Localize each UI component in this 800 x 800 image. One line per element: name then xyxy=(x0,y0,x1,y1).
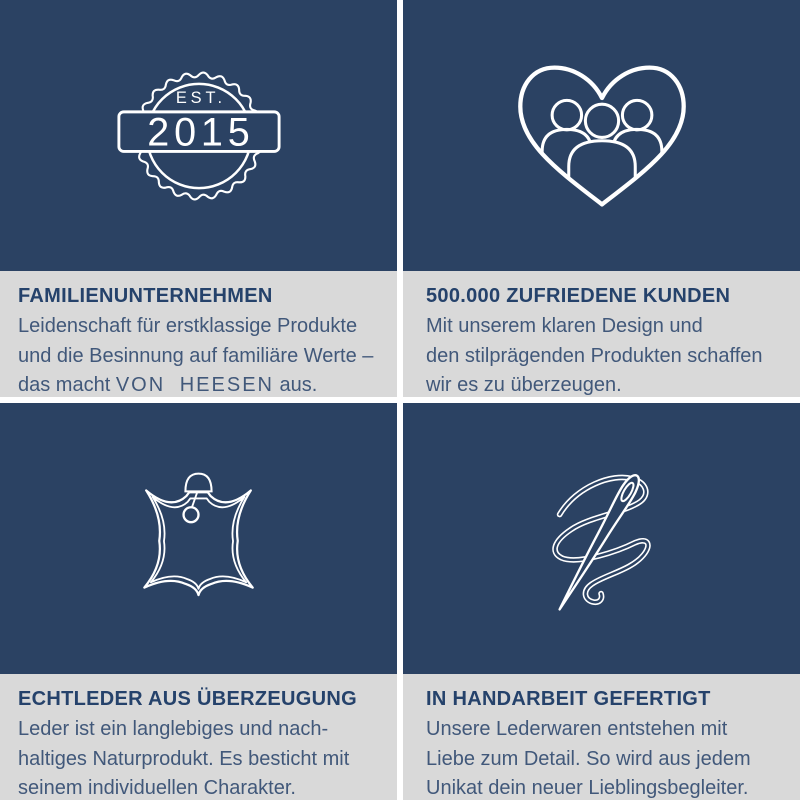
hide-tag-ring xyxy=(184,507,199,522)
needle-thread-icon xyxy=(537,458,667,620)
caption-family xyxy=(0,271,397,397)
caption-leather xyxy=(0,674,397,800)
card-customers xyxy=(403,0,800,397)
person-left-head xyxy=(552,100,581,129)
card-handmade xyxy=(403,403,800,800)
badge-est-2015-icon xyxy=(116,53,282,219)
heart-family-icon xyxy=(516,60,688,212)
card-body: Unsere Lederwaren entstehen mit Liebe zum Detail. So wird aus jedem Unikat dein neuer Lieblingsbegleiter. xyxy=(426,718,751,799)
badge-year-label: 2015 xyxy=(146,110,255,155)
card-leather xyxy=(0,403,397,800)
icon-panel-leather xyxy=(0,403,397,674)
hide-tag-top xyxy=(185,473,211,491)
person-center-head xyxy=(585,104,618,137)
card-heading: IN HANDARBEIT GEFERTIGT xyxy=(426,688,711,710)
leather-hide-icon xyxy=(133,468,264,610)
card-heading: FAMILIENUNTERNEHMEN xyxy=(18,285,273,307)
icon-panel-customers xyxy=(403,0,800,271)
caption-customers xyxy=(403,271,800,397)
card-heading: 500.000 ZUFRIEDENE KUNDEN xyxy=(426,285,731,307)
card-body: Leder ist ein langlebiges und nach- haltiges Naturprodukt. Es besticht mit seinem individuellen Charakter. xyxy=(18,718,350,799)
card-body: Mit unserem klaren Design und den stilprägenden Produkten schaffen wir es zu überzeugen. xyxy=(426,315,763,396)
icon-panel-family xyxy=(0,0,397,271)
icon-panel-handmade xyxy=(403,403,800,674)
person-center-torso xyxy=(568,140,635,206)
badge-est-label: EST. xyxy=(175,88,226,107)
card-body: Leidenschaft für erstklassige Produkte und die Besinnung auf familiäre Werte – das macht VON HEESEN aus. xyxy=(18,315,374,396)
caption-handmade xyxy=(403,674,800,800)
card-family xyxy=(0,0,397,397)
brand-name: VON HEESEN xyxy=(115,374,274,396)
card-heading: ECHTLEDER AUS ÜBERZEUGUNG xyxy=(18,688,357,710)
person-right-head xyxy=(622,100,651,129)
